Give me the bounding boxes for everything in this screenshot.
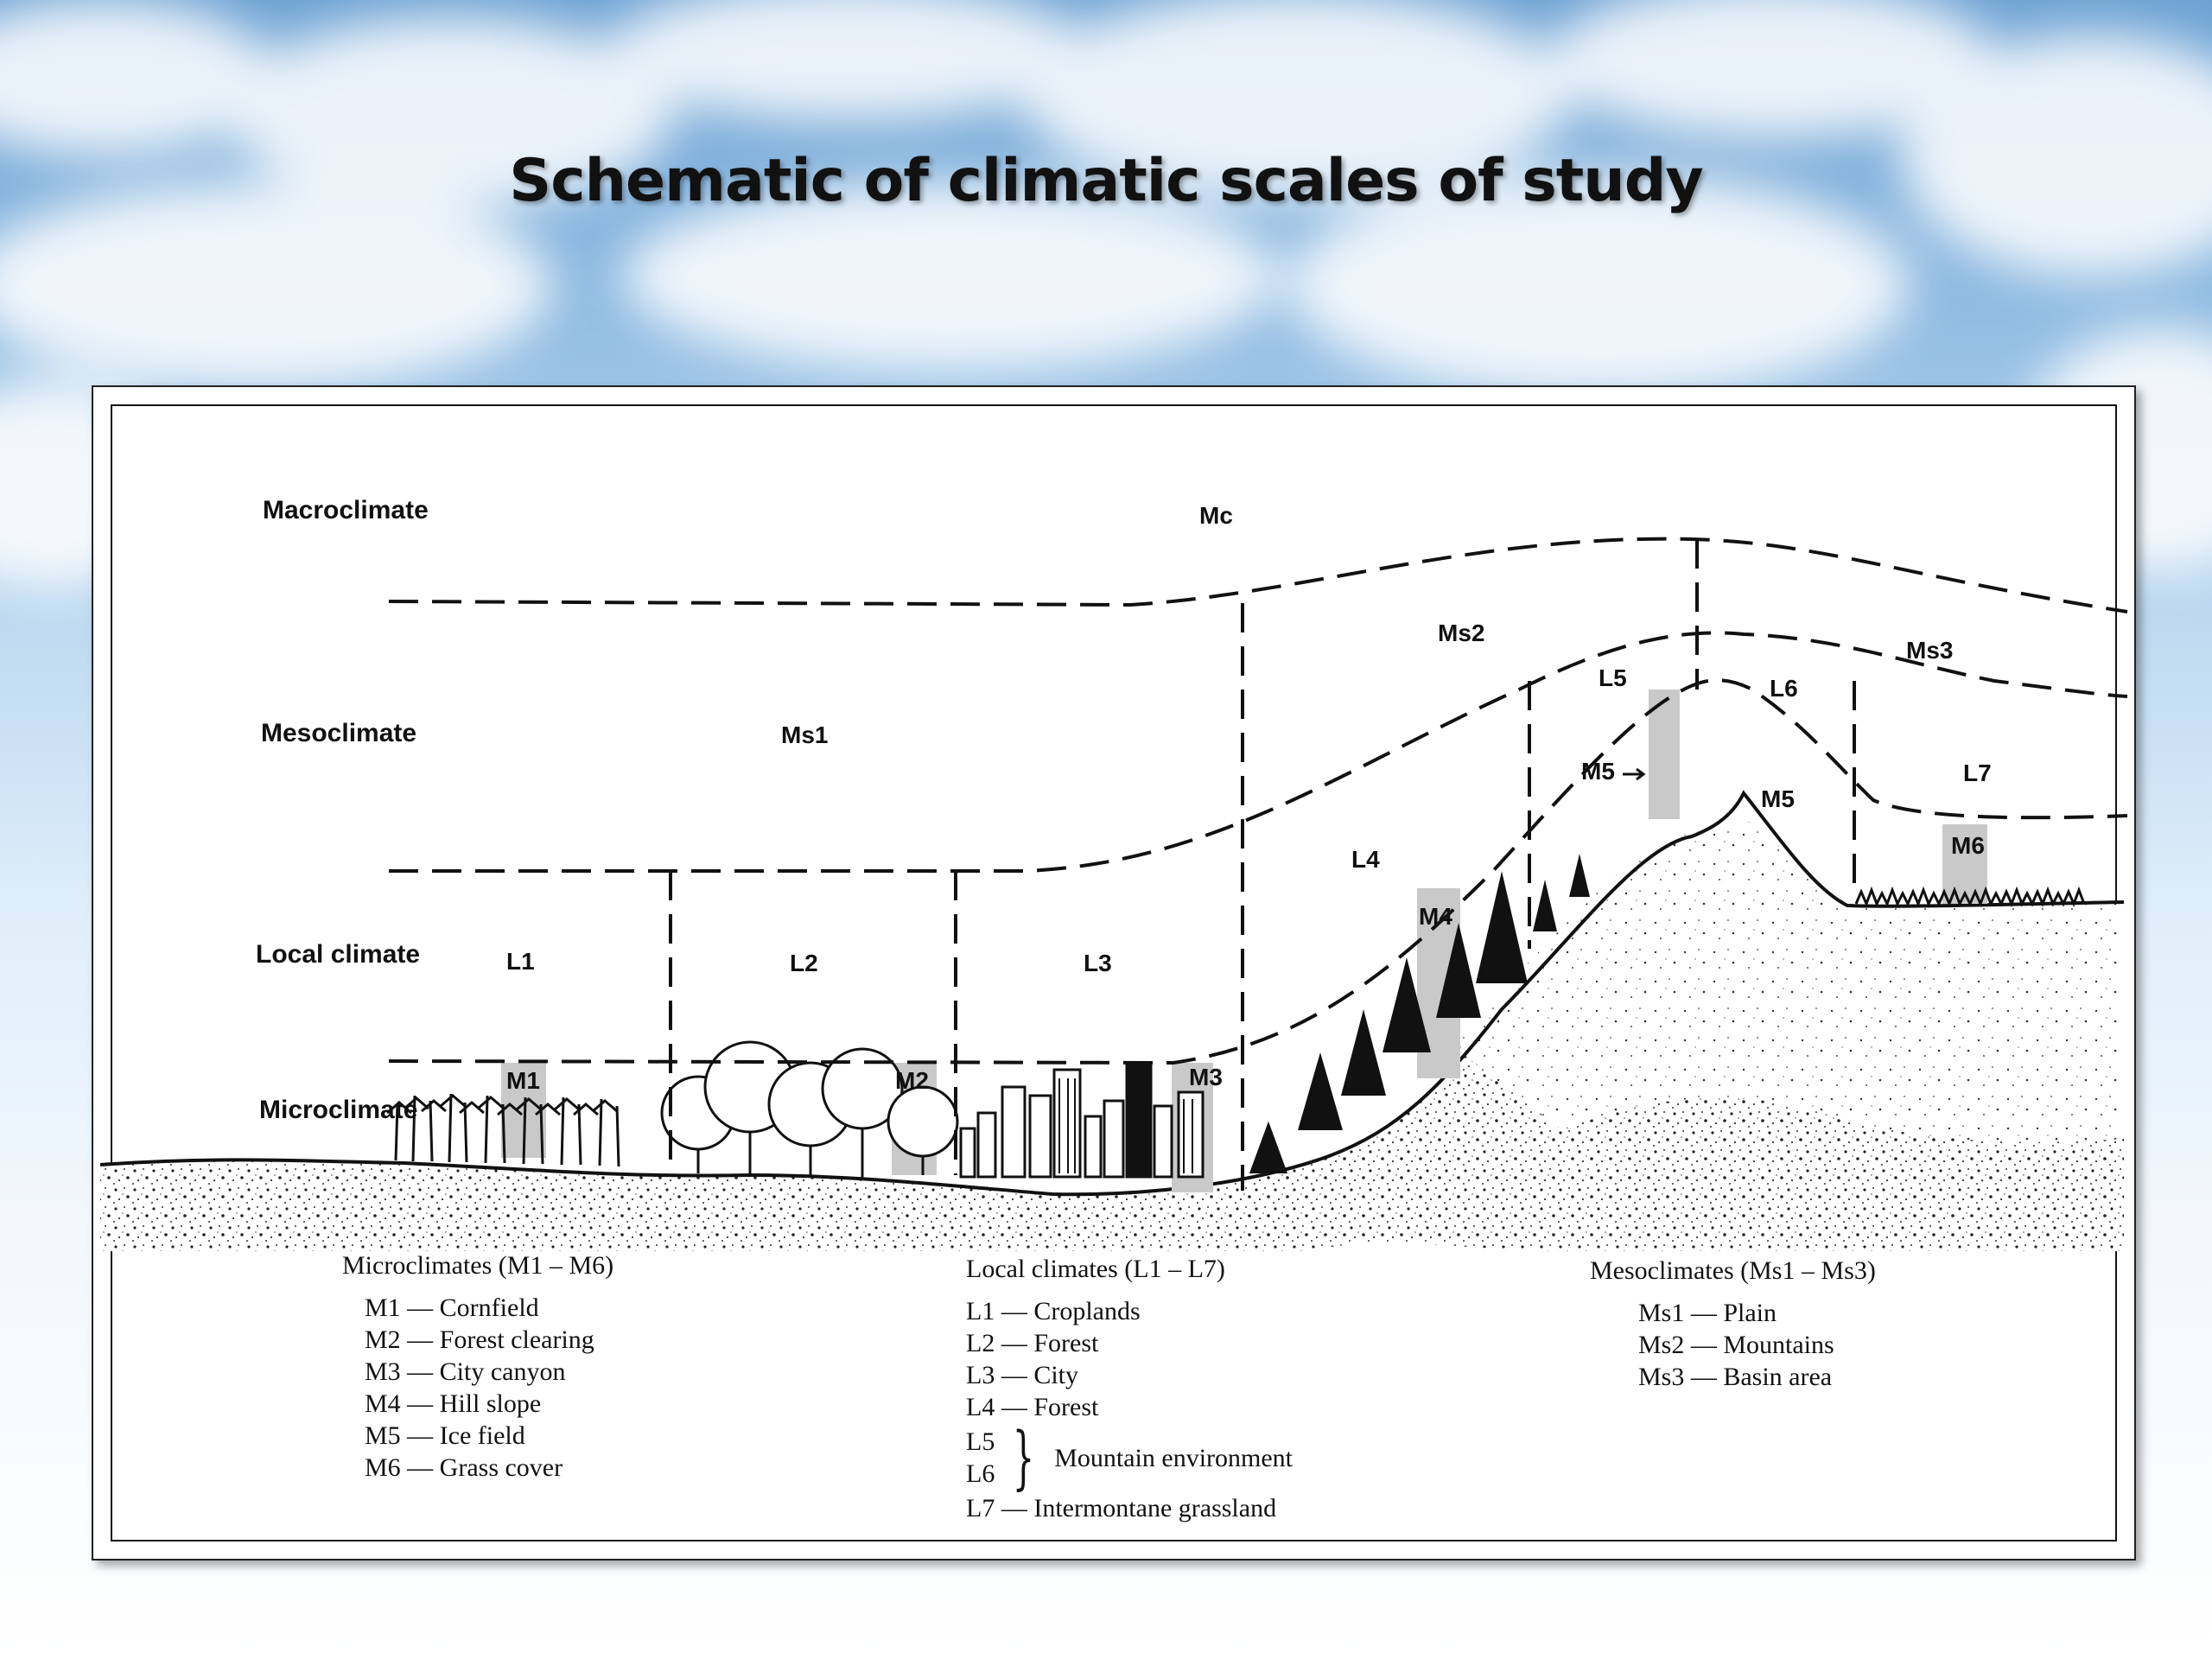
legend-item: M3 — City canyon bbox=[365, 1357, 566, 1386]
city-buildings-illustration bbox=[961, 1063, 1203, 1177]
zone-label-l5: L5 bbox=[1599, 664, 1627, 691]
m5-pointer-arrow bbox=[1623, 769, 1643, 779]
macro-meso-boundary bbox=[389, 539, 2127, 612]
legend-item: L2 — Forest bbox=[966, 1329, 1099, 1357]
legend-item: L1 — Croplands bbox=[966, 1297, 1141, 1325]
legend-item: M1 — Cornfield bbox=[365, 1294, 539, 1322]
legend-mesoclimates-heading: Mesoclimates (Ms1 – Ms3) bbox=[1590, 1256, 1876, 1285]
zone-label-l4: L4 bbox=[1351, 846, 1380, 873]
zone-label-m4: M4 bbox=[1419, 903, 1452, 930]
zone-label-m1: M1 bbox=[506, 1067, 540, 1094]
row-label-microclimate: Microclimate bbox=[259, 1096, 418, 1124]
zone-label-l6: L6 bbox=[1770, 675, 1798, 702]
zone-label-l1: L1 bbox=[506, 948, 535, 975]
zone-label-m5-right: M5 bbox=[1761, 785, 1795, 812]
diagram-frame bbox=[92, 385, 2136, 1560]
zone-label-m6: M6 bbox=[1951, 832, 1985, 859]
legend-item: L3 — City bbox=[966, 1361, 1079, 1389]
legend-code-l5: L5 bbox=[966, 1427, 995, 1456]
legend-item: L7 — Intermontane grassland bbox=[966, 1494, 1277, 1522]
legend-item: Ms1 — Plain bbox=[1638, 1299, 1777, 1327]
zone-label-l2: L2 bbox=[790, 950, 818, 976]
legend-microclimates bbox=[342, 1249, 613, 1484]
meso-local-boundary bbox=[389, 632, 2127, 871]
zone-label-l3: L3 bbox=[1084, 950, 1112, 976]
row-label-macroclimate: Macroclimate bbox=[263, 496, 429, 524]
legend-item: Ms3 — Basin area bbox=[1638, 1363, 1833, 1391]
legend-local-climates bbox=[966, 1253, 1293, 1524]
zone-label-m3: M3 bbox=[1189, 1064, 1223, 1090]
legend-local-climates-heading: Local climates (L1 – L7) bbox=[966, 1255, 1225, 1283]
legend-item: M4 — Hill slope bbox=[365, 1389, 542, 1418]
zone-label-ms3: Ms3 bbox=[1906, 637, 1954, 664]
zone-label-mc: Mc bbox=[1199, 502, 1233, 529]
legend-item: M6 — Grass cover bbox=[365, 1453, 563, 1482]
legend-microclimates-heading: Microclimates (M1 – M6) bbox=[342, 1251, 614, 1280]
zone-label-m2: M2 bbox=[895, 1067, 929, 1094]
zone-label-m5-left: M5 bbox=[1581, 758, 1615, 785]
row-label-local-climate: Local climate bbox=[256, 940, 421, 969]
legend-item: L4 — Forest bbox=[966, 1393, 1099, 1421]
mountain-rock-fill bbox=[1450, 819, 2124, 1142]
zone-label-ms1: Ms1 bbox=[781, 721, 829, 748]
zone-label-l7: L7 bbox=[1963, 760, 1992, 786]
legend-item: Ms2 — Mountains bbox=[1638, 1331, 1834, 1359]
brace-icon: } bbox=[1013, 1417, 1035, 1497]
legend-mountain-group bbox=[966, 1417, 1294, 1497]
legend-item: M2 — Forest clearing bbox=[365, 1325, 594, 1354]
zone-label-ms2: Ms2 bbox=[1438, 620, 1485, 646]
legend-mountain-label: Mountain environment bbox=[1054, 1443, 1294, 1472]
page-title: Schematic of climatic scales of study bbox=[509, 147, 1703, 215]
legend-item: M5 — Ice field bbox=[365, 1421, 525, 1450]
row-label-mesoclimate: Mesoclimate bbox=[261, 719, 417, 747]
legend-mesoclimates bbox=[1590, 1255, 1876, 1393]
legend-code-l6: L6 bbox=[966, 1459, 995, 1488]
